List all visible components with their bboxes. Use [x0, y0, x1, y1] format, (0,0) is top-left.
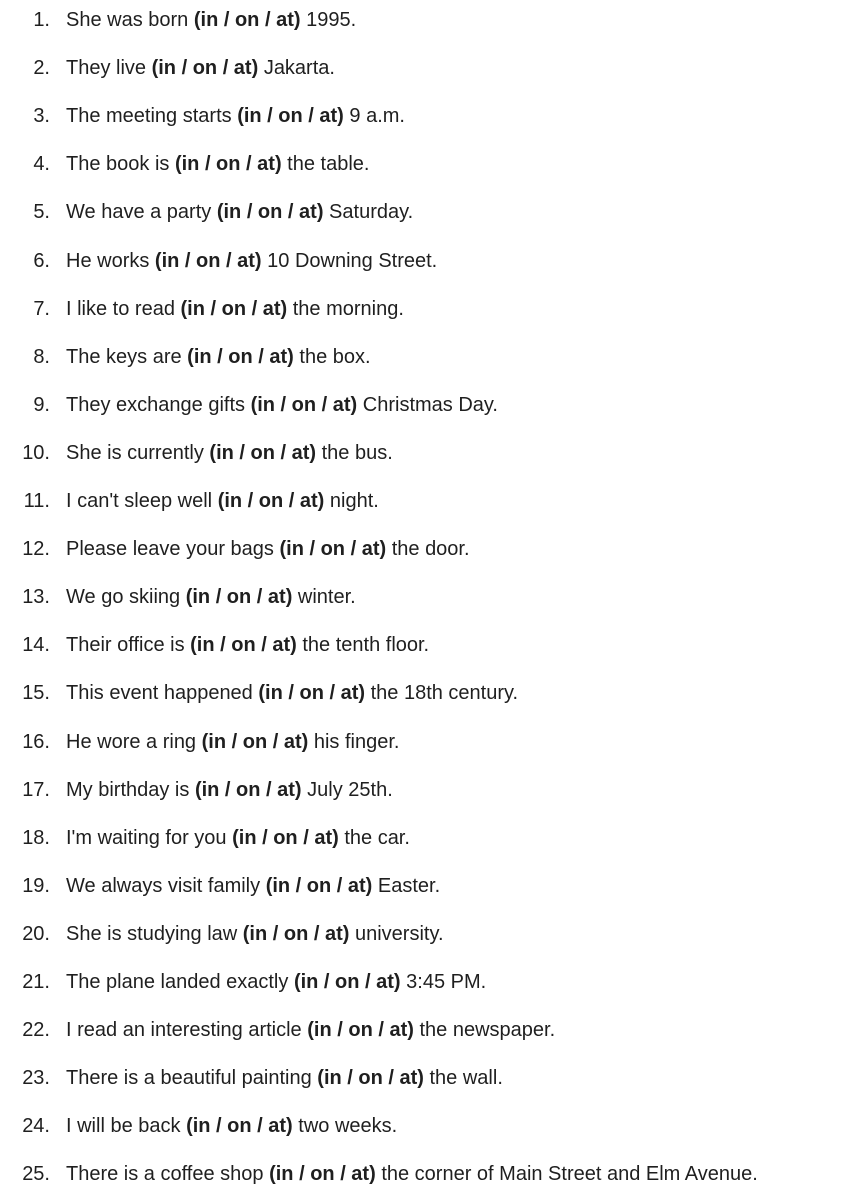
sentence-start: They live — [66, 57, 147, 80]
sentence-start: I can't sleep well — [66, 490, 213, 512]
item-sentence — [66, 585, 356, 609]
item-number: 2. — [33, 57, 50, 80]
sentence-start: They exchange gifts — [66, 393, 245, 416]
item-number: 16. — [22, 730, 50, 753]
sentence-end: the door. — [391, 538, 470, 561]
item-sentence — [66, 681, 518, 705]
item-number: 15. — [22, 682, 50, 705]
exercise-item — [0, 481, 857, 521]
sentence-end: the wall. — [429, 1067, 503, 1090]
exercise-item — [0, 1106, 857, 1146]
item-number: 12. — [22, 538, 50, 561]
item-number: 8. — [33, 345, 50, 368]
exercise-item — [0, 818, 857, 858]
sentence-end: Saturday. — [329, 201, 414, 224]
item-sentence — [66, 633, 429, 657]
item-sentence — [66, 1114, 397, 1138]
sentence-end: 3:45 PM. — [406, 971, 487, 993]
sentence-start: There is a coffee shop — [66, 1163, 264, 1186]
preposition-options: (in / on / at) — [317, 1067, 424, 1090]
preposition-options: (in / on / at) — [151, 57, 259, 80]
sentence-end: the box. — [299, 345, 371, 368]
preposition-options: (in / on / at) — [186, 1115, 293, 1138]
sentence-start: I read an interesting article — [66, 1019, 302, 1042]
item-sentence — [66, 1162, 758, 1186]
preposition-options: (in / on / at) — [250, 393, 358, 416]
sentence-start: The meeting starts — [66, 105, 232, 128]
sentence-end: night. — [329, 490, 379, 512]
item-number: 24. — [22, 1115, 50, 1138]
sentence-end: his finger. — [313, 730, 400, 753]
sentence-start: We go skiing — [66, 586, 181, 609]
exercise-item — [0, 577, 857, 617]
exercise-item — [0, 96, 857, 136]
sentence-start: She was born — [66, 9, 189, 31]
item-number: 5. — [33, 201, 50, 224]
exercise-item — [0, 722, 857, 762]
sentence-end: the table. — [287, 153, 370, 176]
preposition-options: (in / on / at) — [154, 249, 262, 272]
sentence-end: July 25th. — [307, 778, 393, 801]
sentence-end: 10 Downing Street. — [267, 249, 438, 272]
item-sentence — [66, 970, 486, 994]
sentence-start: The plane landed exactly — [66, 971, 289, 993]
exercise-item — [0, 241, 857, 281]
preposition-options: (in / on / at) — [232, 826, 339, 849]
item-sentence — [66, 1018, 555, 1042]
preposition-options: (in / on / at) — [193, 9, 301, 31]
sentence-end: two weeks. — [298, 1115, 398, 1138]
item-number: 9. — [33, 393, 50, 416]
exercise-item — [0, 673, 857, 713]
preposition-options: (in / on / at) — [269, 1163, 376, 1186]
sentence-start: There is a beautiful painting — [66, 1067, 312, 1090]
exercise-item — [0, 1010, 857, 1050]
preposition-options: (in / on / at) — [180, 297, 288, 320]
sentence-start: We have a party — [66, 201, 212, 224]
sentence-end: Easter. — [377, 874, 441, 897]
item-number: 14. — [22, 634, 50, 657]
sentence-start: She is currently — [66, 441, 204, 464]
exercise-item — [0, 289, 857, 329]
sentence-start: We always visit family — [66, 874, 261, 897]
item-sentence — [66, 152, 369, 176]
sentence-start: I like to read — [66, 297, 175, 320]
item-sentence — [66, 345, 371, 369]
item-number: 1. — [33, 9, 50, 31]
exercise-item — [0, 1154, 857, 1194]
exercise-item — [0, 385, 857, 425]
sentence-start: The book is — [66, 153, 170, 176]
item-number: 11. — [23, 490, 50, 512]
item-sentence — [66, 489, 379, 513]
sentence-start: He works — [66, 249, 150, 272]
item-sentence — [66, 826, 410, 850]
exercise-item — [0, 625, 857, 665]
item-sentence — [66, 730, 399, 754]
item-number: 25. — [22, 1163, 50, 1186]
preposition-options: (in / on / at) — [194, 778, 302, 801]
sentence-start: Please leave your bags — [66, 538, 274, 561]
item-number: 13. — [22, 586, 50, 609]
item-sentence — [66, 1066, 503, 1090]
sentence-end: Christmas Day. — [362, 393, 498, 416]
sentence-end: the tenth floor. — [302, 634, 430, 657]
preposition-options: (in / on / at) — [242, 922, 350, 945]
preposition-options: (in / on / at) — [265, 874, 373, 897]
item-number: 7. — [33, 297, 50, 320]
item-sentence — [66, 778, 393, 802]
exercise-item — [0, 0, 857, 40]
sentence-start: I'm waiting for you — [66, 826, 227, 849]
sentence-start: The keys are — [66, 345, 182, 368]
sentence-start: She is studying law — [66, 922, 238, 945]
preposition-options: (in / on / at) — [216, 201, 324, 224]
preposition-options: (in / on / at) — [209, 441, 317, 464]
item-number: 10. — [22, 441, 50, 464]
exercise-item — [0, 866, 857, 906]
item-number: 3. — [33, 105, 50, 128]
exercise-item — [0, 48, 857, 88]
preposition-options: (in / on / at) — [174, 153, 282, 176]
item-number: 18. — [22, 826, 50, 849]
item-number: 20. — [22, 922, 50, 945]
item-sentence — [66, 393, 498, 417]
item-sentence — [66, 537, 470, 561]
item-sentence — [66, 297, 404, 321]
item-number: 4. — [33, 153, 50, 176]
exercise-item — [0, 144, 857, 184]
preposition-options: (in / on / at) — [217, 490, 325, 512]
exercise-item — [0, 433, 857, 473]
preposition-options: (in / on / at) — [293, 971, 401, 993]
preposition-options: (in / on / at) — [190, 634, 297, 657]
preposition-options: (in / on / at) — [201, 730, 309, 753]
sentence-end: 9 a.m. — [349, 105, 405, 128]
item-sentence — [66, 104, 405, 128]
sentence-end: the morning. — [292, 297, 404, 320]
item-sentence — [66, 922, 444, 946]
sentence-end: 1995. — [306, 9, 357, 31]
sentence-end: university. — [354, 922, 444, 945]
sentence-end: the corner of Main Street and Elm Avenue. — [381, 1163, 758, 1186]
item-number: 6. — [33, 249, 50, 272]
item-sentence — [66, 8, 356, 32]
item-sentence — [66, 56, 335, 80]
item-sentence — [66, 249, 437, 273]
preposition-options: (in / on / at) — [237, 105, 344, 128]
preposition-options: (in / on / at) — [307, 1019, 414, 1042]
exercise-item — [0, 1058, 857, 1098]
sentence-start: He wore a ring — [66, 730, 197, 753]
item-number: 22. — [22, 1019, 50, 1042]
sentence-end: the newspaper. — [419, 1019, 556, 1042]
item-sentence — [66, 874, 440, 898]
exercise-item — [0, 529, 857, 569]
exercise-item — [0, 962, 857, 1002]
sentence-end: the car. — [344, 826, 410, 849]
sentence-end: the bus. — [321, 441, 393, 464]
item-sentence — [66, 441, 393, 465]
sentence-start: Their office is — [66, 634, 185, 657]
preposition-options: (in / on / at) — [258, 682, 366, 705]
sentence-start: This event happened — [66, 682, 253, 705]
exercise-item — [0, 337, 857, 377]
item-sentence — [66, 200, 413, 224]
exercise-item — [0, 770, 857, 810]
item-number: 23. — [22, 1067, 50, 1090]
sentence-start: I will be back — [66, 1115, 181, 1138]
sentence-end: the 18th century. — [370, 682, 519, 705]
exercise-item — [0, 192, 857, 232]
exercise-item — [0, 914, 857, 954]
sentence-end: Jakarta. — [263, 57, 335, 80]
item-number: 19. — [22, 874, 50, 897]
preposition-options: (in / on / at) — [279, 538, 387, 561]
sentence-start: My birthday is — [66, 778, 190, 801]
item-number: 17. — [22, 778, 50, 801]
sentence-end: winter. — [297, 586, 356, 609]
preposition-options: (in / on / at) — [185, 586, 293, 609]
preposition-options: (in / on / at) — [187, 345, 294, 368]
item-number: 21. — [22, 971, 50, 993]
